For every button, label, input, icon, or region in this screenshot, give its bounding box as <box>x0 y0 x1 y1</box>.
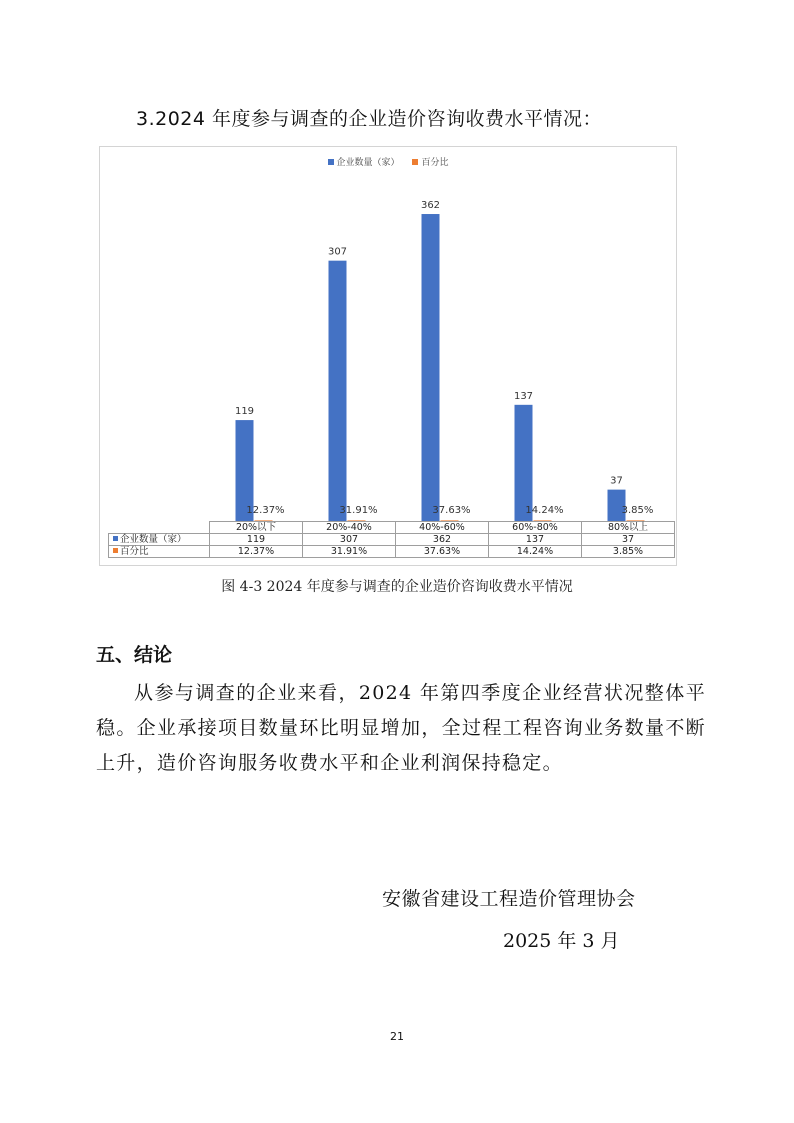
chart-data-table <box>108 521 675 558</box>
data-label-percent: 3.85% <box>621 505 654 516</box>
data-label-count: 37 <box>610 475 623 487</box>
table-cell: 362 <box>396 534 489 546</box>
legend-item-count: 企业数量（家） <box>328 155 400 168</box>
data-label-percent: 14.24% <box>525 505 564 516</box>
table-cell: 12.37% <box>210 546 303 558</box>
table-cell: 31.91% <box>303 546 396 558</box>
chart <box>99 146 677 566</box>
conclusion-heading: 五、结论 <box>96 644 173 666</box>
table-cell: 14.24% <box>489 546 582 558</box>
data-label-count: 362 <box>420 200 441 212</box>
bar-count <box>329 261 347 521</box>
chart-plot <box>100 147 678 567</box>
table-cell: 37.63% <box>396 546 489 558</box>
figure-caption: 图 4-3 2024 年度参与调查的企业造价咨询收费水平情况 <box>221 579 573 595</box>
table-category: 80%以上 <box>582 522 675 534</box>
page-number: 21 <box>390 1030 404 1043</box>
conclusion-paragraph: 从参与调查的企业来看，2024 年第四季度企业经营状况整体平稳。企业承接项目数量环比明显增加，全过程工程咨询业务数量不断上升，造价咨询服务收费水平和企业利润保持稳定。 <box>96 682 706 774</box>
section-title: 3.2024 年度参与调查的企业造价咨询收费水平情况： <box>136 108 603 130</box>
legend-item-percent: 百分比 <box>412 155 448 168</box>
signature-organization: 安徽省建设工程造价管理协会 <box>382 888 636 910</box>
signature-date: 2025 年 3 月 <box>503 930 620 952</box>
data-label-count: 137 <box>513 390 534 402</box>
table-row-percent <box>109 546 675 558</box>
table-category: 20%-40% <box>303 522 396 534</box>
table-category: 20%以下 <box>210 522 303 534</box>
data-label-percent: 37.63% <box>432 505 471 516</box>
table-row-label: 企业数量（家） <box>109 534 210 546</box>
table-row-count <box>109 534 675 546</box>
table-row-label: 百分比 <box>109 546 210 558</box>
table-header-row <box>109 522 675 534</box>
data-label-percent: 12.37% <box>246 505 285 516</box>
table-cell: 3.85% <box>582 546 675 558</box>
table-cell: 37 <box>582 534 675 546</box>
bar-count <box>422 214 440 521</box>
data-label-percent: 31.91% <box>339 505 378 516</box>
data-label-count: 307 <box>327 246 348 258</box>
bar-count <box>515 405 533 521</box>
table-cell: 137 <box>489 534 582 546</box>
data-label-count: 119 <box>234 406 255 418</box>
table-cell: 307 <box>303 534 396 546</box>
table-category: 40%-60% <box>396 522 489 534</box>
table-corner <box>109 522 210 534</box>
table-cell: 119 <box>210 534 303 546</box>
table-category: 60%-80% <box>489 522 582 534</box>
